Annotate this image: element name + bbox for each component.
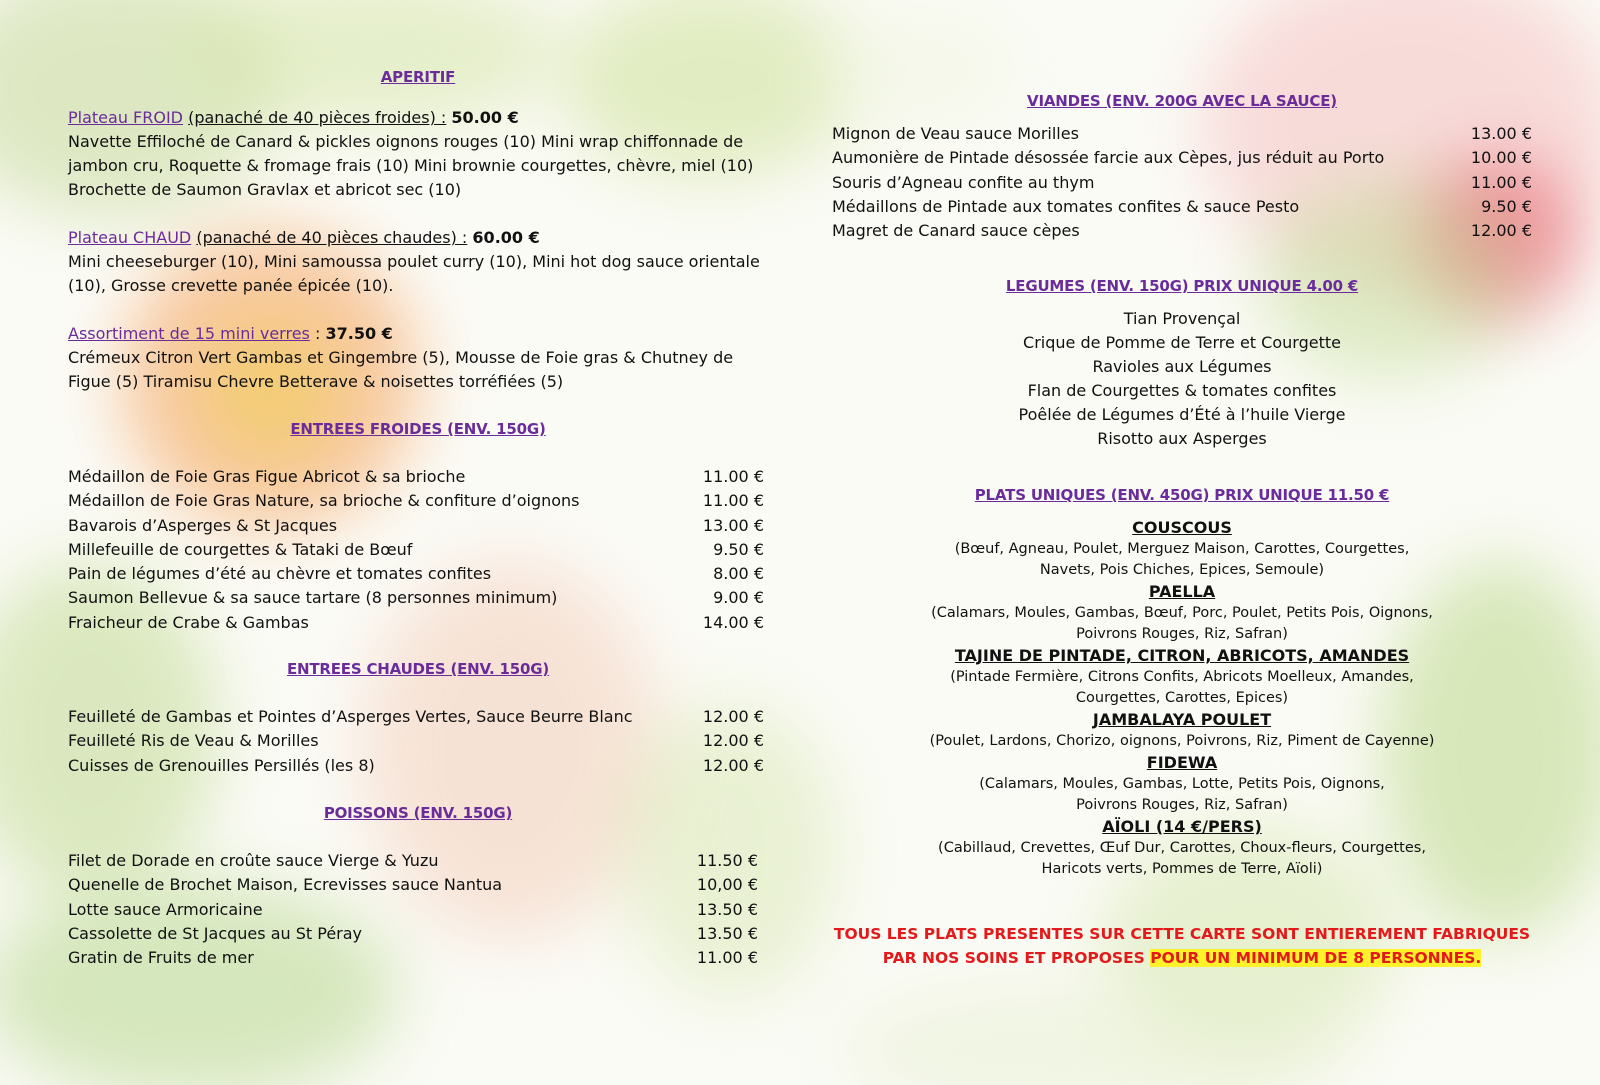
menu-item-row (832, 171, 1532, 195)
dish-ingredients: (Calamars, Moules, Gambas, Bœuf, Porc, Poulet, Petits Pois, Oignons, (931, 605, 1433, 621)
menu-item-name: Médaillon de Foie Gras Figue Abricot & sa brioche (68, 467, 466, 486)
menu-item-name: Feuilleté de Gambas et Pointes d’Asperges Vertes, Sauce Beurre Blanc (68, 707, 633, 726)
menu-item-row (68, 922, 758, 946)
dish-title: AÏOLI (14 €/PERS) (1102, 817, 1262, 836)
menu-item-name: Magret de Canard sauce cèpes (832, 221, 1080, 241)
menu-item-row (68, 514, 764, 538)
legumes-heading: LEGUMES (ENV. 150G) PRIX UNIQUE 4.00 € (1005, 277, 1359, 295)
entrees-chaudes-heading: ENTREES CHAUDES (ENV. 150G) (286, 660, 550, 678)
menu-item-price: 11.00 € (1470, 172, 1532, 192)
plateau-chaud-subtitle: (panaché de 40 pièces chaudes) : (196, 228, 468, 247)
viandes-list (832, 122, 1532, 243)
menu-item-price: 9.00 € (713, 588, 764, 608)
aperitif-heading: APERITIF (380, 68, 456, 86)
footer-line-2 (832, 946, 1532, 970)
menu-item-price: 12.00 € (702, 755, 764, 775)
menu-item-name: Gratin de Fruits de mer (68, 948, 254, 968)
menu-item-name: Saumon Bellevue & sa sauce tartare (8 personnes minimum) (68, 588, 558, 608)
menu-item-price: 12.00 € (702, 707, 764, 726)
menu-item-name: Aumonière de Pintade désossée farcie aux Cèpes, jus réduit au Porto (832, 148, 1385, 168)
menu-item-row (68, 611, 764, 635)
dish-ingredients: (Poulet, Lardons, Chorizo, oignons, Poivrons, Riz, Piment de Cayenne) (929, 733, 1435, 749)
menu-item-name: Fraicheur de Crabe & Gambas (68, 612, 309, 632)
menu-item-price: 8.00 € (713, 564, 764, 584)
menu-item-price: 13.50 € (696, 899, 758, 919)
menu-item-price: 11.50 € (696, 851, 758, 870)
dish-ingredients: Poivrons Rouges, Riz, Safran) (1076, 797, 1288, 813)
menu-item-price: 11.00 € (702, 467, 764, 486)
menu-item-price: 9.50 € (713, 539, 764, 559)
footer-line-2-text: PAR NOS SOINS ET PROPOSES (882, 949, 1151, 967)
dish-ingredients: Courgettes, Carottes, Epices) (1075, 690, 1289, 706)
legume-item: Risotto aux Asperges (1097, 429, 1267, 448)
menu-item-name: Médaillon de Foie Gras Nature, sa brioche & confiture d’oignons (68, 491, 580, 511)
dish-title: TAJINE DE PINTADE, CITRON, ABRICOTS, AMANDES (954, 646, 1410, 665)
menu-item-name: Feuilleté Ris de Veau & Morilles (68, 731, 319, 751)
dish-ingredients: (Cabillaud, Crevettes, Œuf Dur, Carottes, Choux-fleurs, Courgettes, (938, 840, 1426, 856)
plateau-froid-subtitle: (panaché de 40 pièces froides) : (188, 108, 447, 127)
menu-item-price: 11.00 € (696, 948, 758, 968)
assortiment-separator: : (314, 324, 326, 343)
menu-item-name: Médaillons de Pintade aux tomates confites & sauce Pesto (832, 196, 1300, 216)
plateau-chaud-text: Mini cheeseburger (10), Mini samoussa poulet curry (10), Mini hot dog sauce orientale (10), Grosse crevette panée épicée (10). (68, 252, 760, 295)
legume-item: Flan de Courgettes & tomates confites (1027, 381, 1337, 400)
menu-item-name: Pain de légumes d’été au chèvre et tomates confites (68, 564, 492, 584)
plateau-chaud-price: 60.00 € (472, 228, 540, 247)
menu-item-price: 10,00 € (696, 875, 758, 895)
plateau-froid-block (68, 106, 768, 202)
legume-item: Crique de Pomme de Terre et Courgette (1023, 333, 1341, 352)
plateau-froid-title: Plateau FROID (68, 108, 183, 127)
menu-item-row (68, 465, 764, 489)
dish-ingredients: (Bœuf, Agneau, Poulet, Merguez Maison, Carottes, Courgettes, (954, 541, 1410, 557)
footer-notice (832, 922, 1532, 970)
menu-item-row (68, 754, 764, 778)
menu-item-row (68, 489, 764, 513)
menu-item-row (832, 195, 1532, 219)
menu-item-row (68, 586, 764, 610)
menu-item-name: Bavarois d’Asperges & St Jacques (68, 515, 338, 535)
poissons-list (68, 849, 758, 970)
entrees-chaudes-list (68, 705, 764, 778)
entrees-froides-list (68, 465, 764, 635)
menu-item-price: 9.50 € (1481, 196, 1532, 216)
footer-highlight: POUR UN MINIMUM DE 8 PERSONNES. (1150, 949, 1482, 967)
menu-item-price: 11.00 € (702, 491, 764, 511)
plats-uniques-heading: PLATS UNIQUES (ENV. 450G) PRIX UNIQUE 11.50 € (974, 486, 1390, 504)
legume-item: Poêlée de Légumes d’Été à l’huile Vierge (1018, 405, 1346, 424)
menu-item-row (68, 538, 764, 562)
menu-item-row (68, 729, 764, 753)
assortiment-title: Assortiment de 15 mini verres (68, 324, 310, 343)
legumes-list (832, 307, 1532, 451)
dish-ingredients: Haricots verts, Pommes de Terre, Aïoli) (1041, 861, 1323, 877)
menu-item-name: Cuisses de Grenouilles Persillés (les 8) (68, 755, 375, 775)
menu-item-price: 13.00 € (702, 515, 764, 535)
assortiment-block (68, 322, 768, 394)
menu-item-price: 12.00 € (1470, 221, 1532, 241)
menu-item-name: Souris d’Agneau confite au thym (832, 172, 1095, 192)
menu-item-row (68, 705, 764, 729)
menu-item-name: Cassolette de St Jacques au St Péray (68, 923, 363, 943)
menu-item-row (68, 873, 758, 897)
plats-uniques-list (832, 517, 1532, 880)
menu-item-row (68, 562, 764, 586)
menu-item-row (832, 219, 1532, 243)
menu-item-price: 13.50 € (696, 923, 758, 943)
menu-item-row (832, 146, 1532, 170)
plateau-froid-text: Navette Effiloché de Canard & pickles oignons rouges (10) Mini wrap chiffonnade de jambon cru, Roquette & fromage frais (10) Mini brownie courgettes, chèvre, miel (10) Brochette de Saumon Gravlax et abricot sec (10) (68, 132, 754, 199)
menu-item-name: Mignon de Veau sauce Morilles (832, 124, 1079, 143)
dish-ingredients: (Pintade Fermière, Citrons Confits, Abricots Moelleux, Amandes, (950, 669, 1414, 685)
plateau-froid-price: 50.00 € (451, 108, 519, 127)
plateau-chaud-block (68, 226, 768, 298)
menu-item-row (68, 849, 758, 873)
menu-item-name: Filet de Dorade en croûte sauce Vierge & Yuzu (68, 851, 439, 870)
menu-item-row (68, 898, 758, 922)
menu-item-name: Lotte sauce Armoricaine (68, 899, 263, 919)
menu-item-price: 10.00 € (1470, 148, 1532, 168)
dish-ingredients: Navets, Pois Chiches, Epices, Semoule) (1039, 562, 1325, 578)
menu-item-row (832, 122, 1532, 146)
menu-item-name: Quenelle de Brochet Maison, Ecrevisses sauce Nantua (68, 875, 503, 895)
entrees-froides-heading: ENTREES FROIDES (ENV. 150G) (290, 420, 546, 438)
dish-ingredients: Poivrons Rouges, Riz, Safran) (1076, 626, 1288, 642)
footer-line-1: TOUS LES PLATS PRESENTES SUR CETTE CARTE SONT ENTIEREMENT FABRIQUES (833, 925, 1531, 943)
legume-item: Tian Provençal (1123, 309, 1241, 328)
dish-ingredients: (Calamars, Moules, Gambas, Lotte, Petits Pois, Oignons, (979, 776, 1385, 792)
assortiment-text: Crémeux Citron Vert Gambas et Gingembre (5), Mousse de Foie gras & Chutney de Figue (5) Tiramisu Chevre Betterave & noisettes torréfiées (5) (68, 348, 734, 391)
plateau-chaud-title: Plateau CHAUD (68, 228, 192, 247)
dish-title: COUSCOUS (1132, 518, 1232, 537)
poissons-heading: POISSONS (ENV. 150G) (323, 804, 513, 822)
dish-title: JAMBALAYA POULET (1092, 710, 1272, 729)
viandes-heading: VIANDES (ENV. 200G AVEC LA SAUCE) (1027, 92, 1337, 110)
menu-item-price: 14.00 € (702, 612, 764, 632)
menu-item-price: 12.00 € (702, 731, 764, 751)
assortiment-price: 37.50 € (325, 324, 393, 343)
dish-title: PAELLA (1148, 582, 1216, 601)
dish-title: FIDEWA (1146, 753, 1218, 772)
menu-item-price: 13.00 € (1470, 124, 1532, 143)
menu-item-name: Millefeuille de courgettes & Tataki de Bœuf (68, 539, 413, 559)
legume-item: Ravioles aux Légumes (1092, 357, 1272, 376)
menu-item-row (68, 946, 758, 970)
